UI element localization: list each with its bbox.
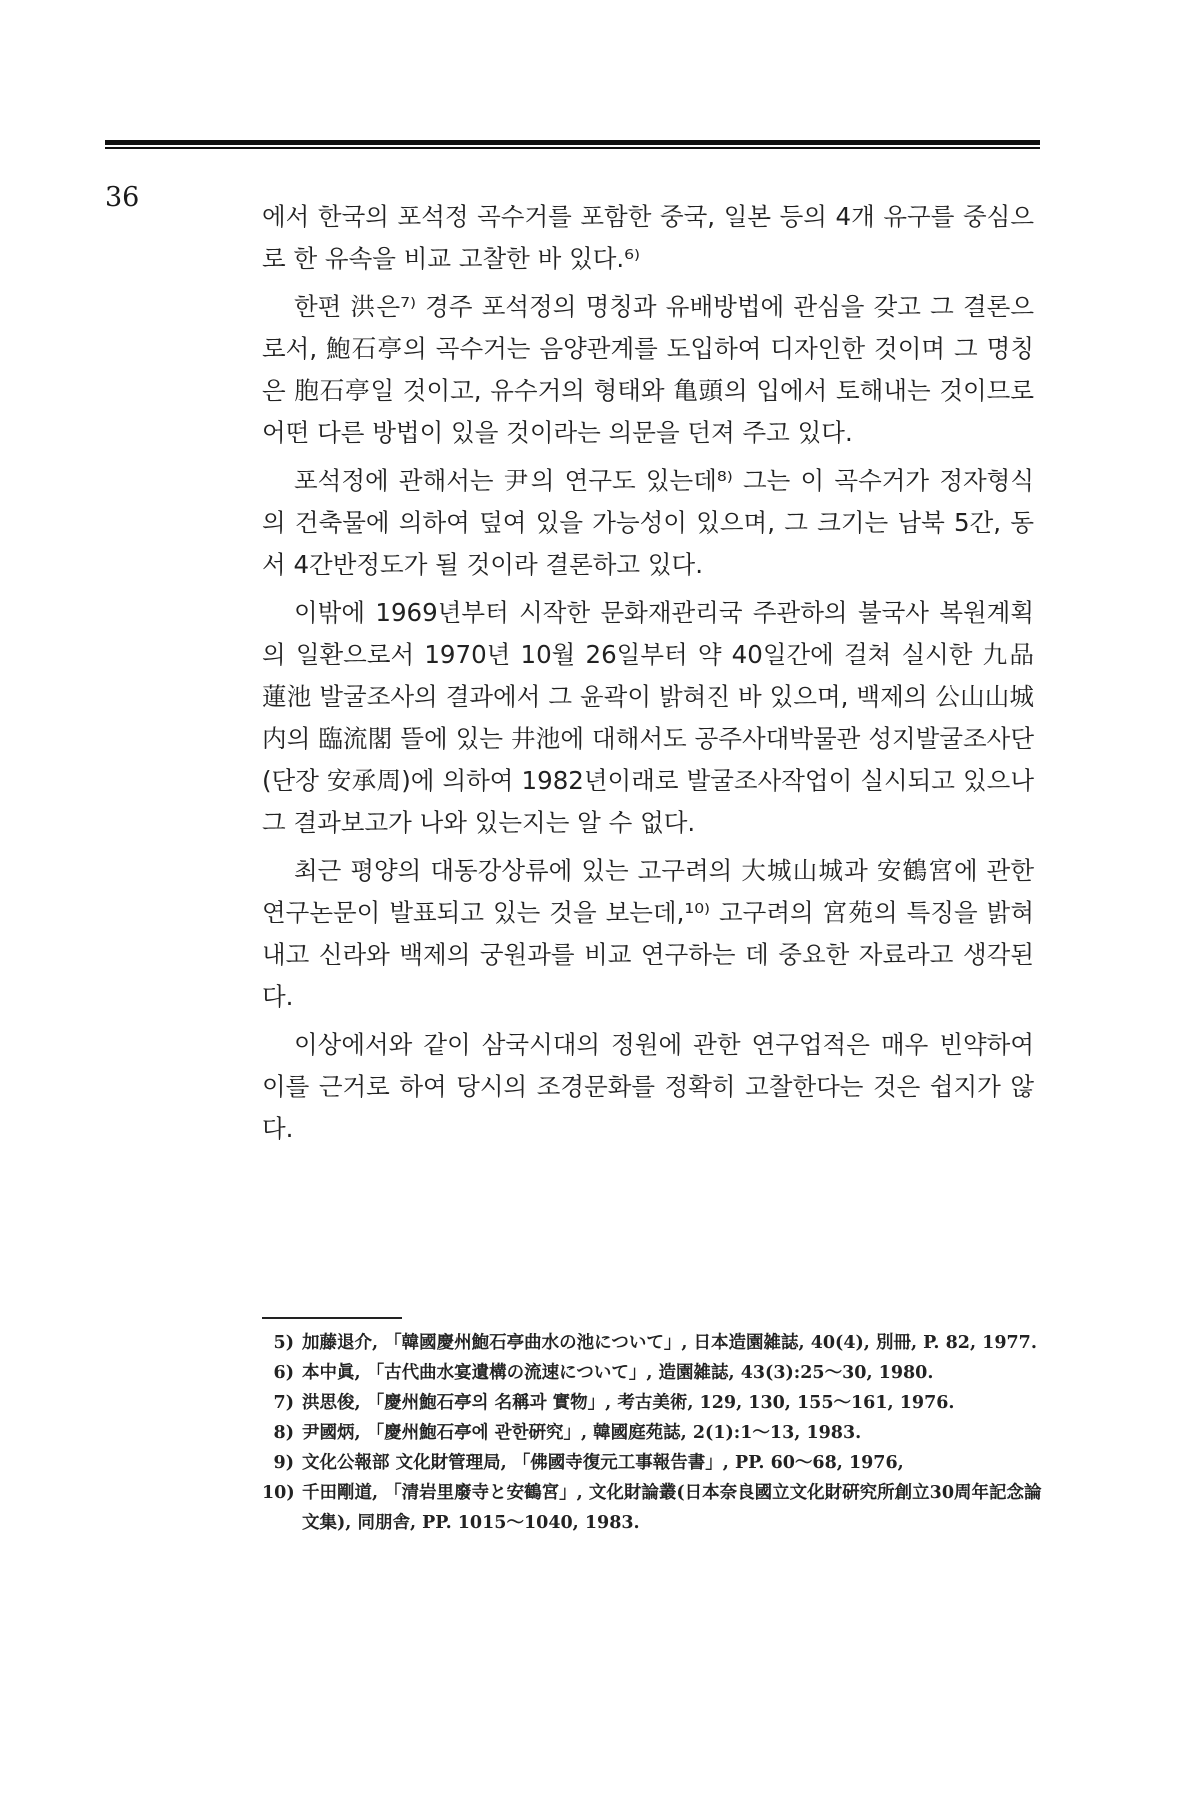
paragraph: 포석정에 관해서는 尹의 연구도 있는데⁸⁾ 그는 이 곡수거가 정자형식의 건축물에 의하여 덮여 있을 가능성이 있으며, 그 크기는 남북 5간, 동서 4간반정도가 될 것이라 결론하고 있다. <box>262 466 1034 579</box>
footnote-number: 9) <box>273 1453 294 1473</box>
paragraph: 이밖에 1969년부터 시작한 문화재관리국 주관하의 불국사 복원계획의 일환으로서 1970년 10월 26일부터 약 40일간에 걸쳐 실시한 九品蓮池 발굴조사의 결과에서 그 윤곽이 밝혀진 바 있으며, 백제의 公山山城内의 臨流閣 뜰에 있는 井池에 대해서도 공주사대박물관 성지발굴조사단(단장 安承周)에 의하여 1982년이래로 발굴조사작업이 실시되고 있으나 그 결과보고가 나와 있는지는 알 수 없다. <box>262 598 1034 837</box>
paragraph: 한편 洪은⁷⁾ 경주 포석정의 명칭과 유배방법에 관심을 갖고 그 결론으로서, 鮑石亭의 곡수거는 음양관계를 도입하여 디자인한 것이며 그 명칭은 胞石亭일 것이고, 유수거의 형태와 亀頭의 입에서 토해내는 것이므로 어떤 다른 방법이 있을 것이라는 의문을 던져 주고 있다. <box>262 292 1034 447</box>
footnote-number: 10) <box>262 1483 295 1503</box>
paragraph: 최근 평양의 대동강상류에 있는 고구려의 大城山城과 安鶴宮에 관한 연구논문이 발표되고 있는 것을 보는데,¹⁰⁾ 고구려의 宮苑의 특징을 밝혀내고 신라와 백제의 궁원과를 비교 연구하는 데 중요한 자료라고 생각된다. <box>262 856 1034 1011</box>
footnote-text: 本中眞, 「古代曲水宴遺構の流速について」, 造園雑誌, 43(3):25〜30, 1980. <box>302 1363 934 1383</box>
footnote-text: 尹國炳, 「慶州鮑石亭에 관한硏究」, 韓國庭苑誌, 2(1):1〜13, 1983. <box>302 1423 862 1443</box>
footnote-rule <box>262 1317 402 1319</box>
footnote-text: 千田剛道, 「清岩里廢寺と安鶴宮」, 文化財論叢(日本奈良國立文化財硏究所創立30周年記念論文集), 同朋舎, PP. 1015〜1040, 1983. <box>302 1483 1042 1533</box>
footnote-number: 5) <box>273 1333 294 1353</box>
footnote-text: 洪思俊, 「慶州鮑石亭의 名稱과 實物」, 考古美術, 129, 130, 155〜161, 1976. <box>302 1393 955 1413</box>
paragraph: 에서 한국의 포석정 곡수거를 포함한 중국, 일본 등의 4개 유구를 중심으로 한 유속을 비교 고찰한 바 있다.⁶⁾ <box>262 202 1034 273</box>
body-text <box>262 196 1034 1156</box>
footnote <box>262 1388 1052 1418</box>
footnote-number: 8) <box>273 1423 294 1443</box>
header-rule <box>105 140 1040 149</box>
paragraph: 이상에서와 같이 삼국시대의 정원에 관한 연구업적은 매우 빈약하여 이를 근거로 하여 당시의 조경문화를 정확히 고찰한다는 것은 쉽지가 않다. <box>262 1030 1034 1143</box>
footnote-number: 6) <box>273 1363 294 1383</box>
footnote <box>262 1418 1052 1448</box>
footnote <box>262 1448 1052 1478</box>
footnote <box>262 1358 1052 1388</box>
footnote <box>262 1478 1052 1538</box>
footnote-number: 7) <box>273 1393 294 1413</box>
footnote <box>262 1328 1052 1358</box>
footnote-text: 文化公報部 文化財管理局, 「佛國寺復元工事報告書」, PP. 60〜68, 1976, <box>302 1453 904 1473</box>
footnotes <box>262 1328 1052 1538</box>
footnote-text: 加藤退介, 「韓國慶州鮑石亭曲水の池について」, 日本造園雑誌, 40(4), 別冊, P. 82, 1977. <box>302 1333 1037 1353</box>
page-number: 36 <box>105 182 140 213</box>
